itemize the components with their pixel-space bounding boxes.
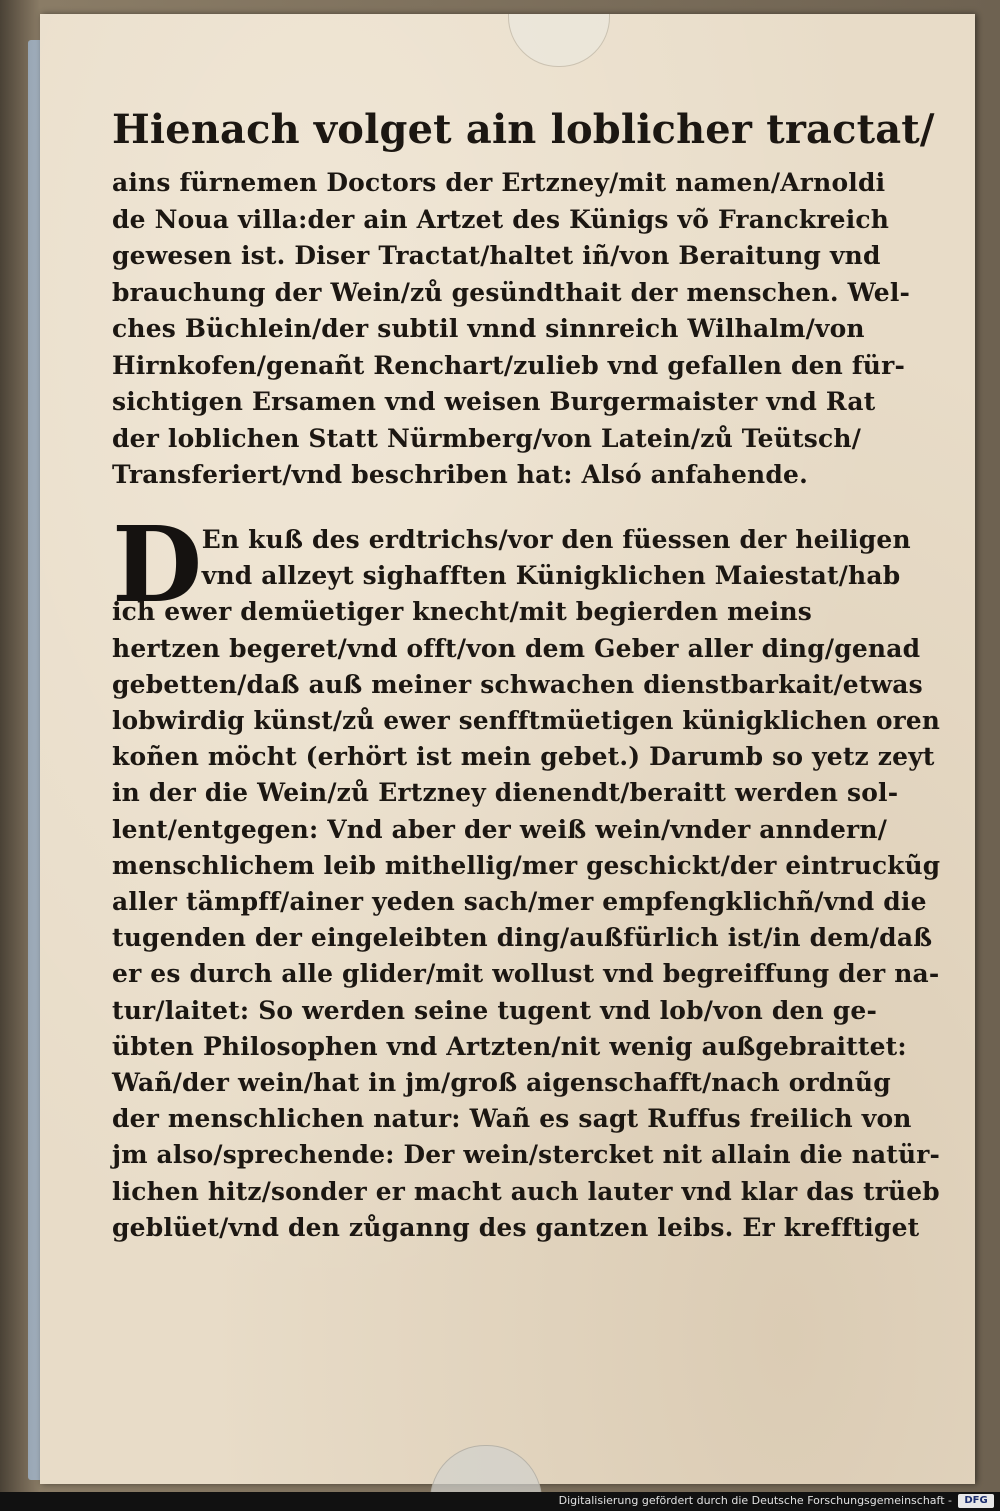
text-line: vnd allzeyt sighafften Künigklichen Maiestat/hab	[201, 561, 901, 591]
title-line: Transferiert/vnd beschriben hat: Alsó anfahende.	[112, 460, 808, 489]
text-line: tugenden der eingeleibten ding/außfürlich ist/in dem/daß	[112, 923, 933, 953]
text-line: er es durch alle glider/mit wollust vnd begreiffung der na-	[112, 959, 940, 989]
text-line: En kuß des erdtrichs/vor den füessen der heiligen	[201, 525, 911, 554]
text-line: lichen hitz/sonder er macht auch lauter vnd klar das trüeb	[112, 1176, 940, 1206]
page-clip-top	[508, 14, 610, 67]
text-line: übten Philosophen vnd Artzten/nit wenig außgebraittet:	[112, 1031, 907, 1061]
title-line: gewesen ist. Diser Tractat/haltet iñ/von Beraitung vnd	[112, 241, 881, 270]
title-line: de Noua villa:der ain Artzet des Künigs võ Franckreich	[112, 204, 890, 234]
dfg-logo: DFG	[958, 1494, 994, 1508]
title-line: sichtigen Ersamen vnd weisen Burgermaister vnd Rat	[112, 387, 876, 416]
text-line: lent/entgegen: Vnd aber der weiß wein/vnder anndern/	[112, 814, 888, 844]
text-line: der menschlichen natur: Wañ es sagt Ruffus freilich von	[112, 1104, 912, 1134]
title-line: ches Büchlein/der subtil vnnd sinnreich Wilhalm/von	[112, 314, 865, 343]
title-line: Hienach volget ain loblicher tractat/	[112, 106, 935, 153]
text-line: hertzen begeret/vnd offt/von dem Geber aller ding/genad	[112, 633, 921, 663]
footer-bar	[0, 1492, 1000, 1511]
text-line: jm also/sprechende: Der wein/stercket nit allain die natür-	[112, 1140, 941, 1170]
text-line: gebetten/daß auß meiner schwachen dienstbarkait/etwas	[112, 669, 923, 699]
body-text	[112, 522, 942, 1246]
funding-credit: Digitalisierung gefördert durch die Deutsche Forschungsgemeinschaft -	[558, 1494, 952, 1507]
text-line: in der die Wein/zů Ertzney dienendt/beraitt werden sol-	[112, 778, 899, 808]
text-line: tur/laitet: So werden seine tugent vnd lob/von den ge-	[112, 995, 878, 1025]
title-line: ains fürnemen Doctors der Ertzney/mit namen/Arnoldi	[112, 168, 886, 197]
text-line: ich ewer demüetiger knecht/mit begierden meins	[112, 597, 813, 627]
text-line: menschlichem leib mithellig/mer geschickt/der eintruckũg	[112, 850, 941, 880]
title-line: Hirnkofen/genañt Renchart/zulieb vnd gefallen den für-	[112, 350, 906, 380]
text-line: aller tämpff/ainer yeden sach/mer empfengklichñ/vnd die	[112, 887, 927, 917]
drop-cap-initial: D	[112, 503, 203, 626]
text-line: geblüet/vnd den zůganng des gantzen leibs. Er krefftiget	[112, 1212, 920, 1242]
title-line: der loblichen Statt Nürmberg/von Latein/zů Teütsch/	[112, 423, 862, 453]
text-line: Wañ/der wein/hat in jm/groß aigenschafft/nach ordnũg	[112, 1068, 891, 1098]
title-paragraph	[112, 95, 942, 494]
text-line: lobwirdig künst/zů ewer senfftmüetigen künigklichen oren	[112, 706, 941, 736]
text-line: koñen möcht (erhört ist mein gebet.) Darumb so yetz zeyt	[112, 742, 935, 772]
title-line: brauchung der Wein/zů gesündthait der menschen. Wel-	[112, 277, 911, 307]
